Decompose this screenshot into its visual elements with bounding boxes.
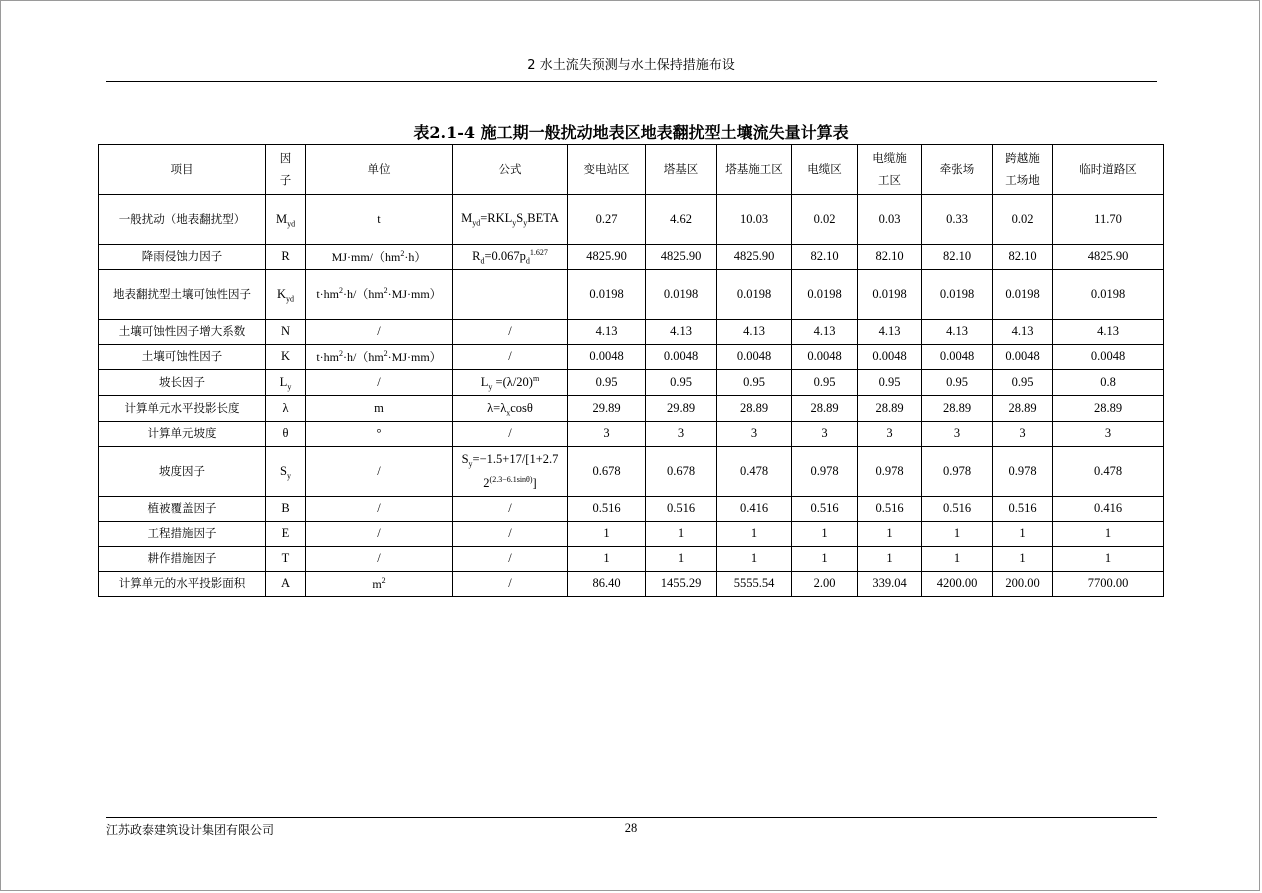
row-value: 0.95 (792, 370, 858, 396)
row-value: 28.89 (922, 396, 993, 422)
row-value: 0.0198 (922, 270, 993, 320)
row-value: 0.95 (858, 370, 922, 396)
row-value: 0.678 (568, 447, 646, 497)
row-formula: / (453, 522, 568, 547)
row-value: 1 (858, 547, 922, 572)
row-item-label: 一般扰动（地表翻扰型） (99, 195, 266, 245)
row-value: 0.27 (568, 195, 646, 245)
row-value: 1 (646, 522, 717, 547)
row-value: 4825.90 (646, 245, 717, 270)
row-value: 0.0048 (1053, 345, 1164, 370)
col-header-item: 项目 (99, 145, 266, 195)
row-value: 82.10 (858, 245, 922, 270)
row-unit: t (306, 195, 453, 245)
row-value: 0.0048 (568, 345, 646, 370)
row-value: 0.95 (717, 370, 792, 396)
row-value: 0.0048 (993, 345, 1053, 370)
row-value: 0.416 (1053, 497, 1164, 522)
row-item-label: 降雨侵蚀力因子 (99, 245, 266, 270)
row-value: 1455.29 (646, 572, 717, 597)
row-item-label: 坡度因子 (99, 447, 266, 497)
row-value: 0.978 (792, 447, 858, 497)
col-header-cable-construction: 电缆施工区 (858, 145, 922, 195)
row-value: 4.62 (646, 195, 717, 245)
col-header-formula: 公式 (453, 145, 568, 195)
table-row (99, 396, 1164, 422)
row-value: 0.516 (922, 497, 993, 522)
row-value: 4.13 (993, 320, 1053, 345)
row-value: 4825.90 (568, 245, 646, 270)
row-value: 3 (792, 422, 858, 447)
row-value: 0.0048 (792, 345, 858, 370)
row-value: 0.516 (646, 497, 717, 522)
row-value: 4.13 (922, 320, 993, 345)
row-item-label: 植被覆盖因子 (99, 497, 266, 522)
row-factor: A (266, 572, 306, 597)
row-value: 1 (1053, 547, 1164, 572)
col-header-tension-field: 牵张场 (922, 145, 993, 195)
row-value: 3 (922, 422, 993, 447)
row-formula: / (453, 422, 568, 447)
row-unit: ° (306, 422, 453, 447)
table-row (99, 497, 1164, 522)
footer-rule (106, 817, 1157, 818)
row-value: 1 (993, 547, 1053, 572)
row-value: 4.13 (858, 320, 922, 345)
row-factor: θ (266, 422, 306, 447)
table-header-row (99, 145, 1164, 195)
col-header-substation: 变电站区 (568, 145, 646, 195)
row-unit: / (306, 522, 453, 547)
row-factor: $M_{yd}$ (266, 195, 306, 245)
col-header-tower-construction: 塔基施工区 (717, 145, 792, 195)
row-value: 0.0198 (717, 270, 792, 320)
row-value: 1 (792, 547, 858, 572)
row-value: 0.03 (858, 195, 922, 245)
row-factor: λ (266, 396, 306, 422)
row-value: 11.70 (1053, 195, 1164, 245)
row-value: 3 (993, 422, 1053, 447)
row-value: 4825.90 (717, 245, 792, 270)
row-value: 82.10 (792, 245, 858, 270)
row-value: 0.978 (993, 447, 1053, 497)
row-formula: / (453, 547, 568, 572)
row-value: 0.0048 (717, 345, 792, 370)
row-value: 0.0198 (646, 270, 717, 320)
row-value: 0.0198 (568, 270, 646, 320)
row-value: 1 (568, 522, 646, 547)
row-factor: $K_{yd}$ (266, 270, 306, 320)
row-value: 0.516 (858, 497, 922, 522)
row-value: 1 (568, 547, 646, 572)
row-unit: $MJ\cdot mm/(hm^2\cdot h)$ (306, 245, 453, 270)
row-value: 2.00 (792, 572, 858, 597)
table-row (99, 245, 1164, 270)
row-value: 1 (922, 547, 993, 572)
row-unit: $t\cdot hm^2\cdot h/(hm^2\cdot MJ\cdot mm)$ (306, 345, 453, 370)
row-value: 4.13 (568, 320, 646, 345)
row-value: 29.89 (646, 396, 717, 422)
row-value: 28.89 (1053, 396, 1164, 422)
row-value: 29.89 (568, 396, 646, 422)
row-value: 0.516 (993, 497, 1053, 522)
row-value: 86.40 (568, 572, 646, 597)
row-factor: $L_y$ (266, 370, 306, 396)
row-value: 1 (717, 547, 792, 572)
row-value: 3 (717, 422, 792, 447)
row-value: 0.0048 (922, 345, 993, 370)
row-factor: $S_y$ (266, 447, 306, 497)
header-rule (106, 81, 1157, 82)
row-value: 4.13 (792, 320, 858, 345)
row-value: 0.978 (858, 447, 922, 497)
row-value: 5555.54 (717, 572, 792, 597)
row-unit: $m^2$ (306, 572, 453, 597)
col-header-unit: 单位 (306, 145, 453, 195)
row-value: 3 (646, 422, 717, 447)
row-value: 0.0048 (858, 345, 922, 370)
page-number: 28 (624, 821, 638, 835)
row-formula: $R_d=0.067p_d^{1.627}$ (453, 245, 568, 270)
row-value: 0.416 (717, 497, 792, 522)
row-unit: / (306, 370, 453, 396)
row-value: 4200.00 (922, 572, 993, 597)
row-value: 0.516 (792, 497, 858, 522)
table-row (99, 270, 1164, 320)
row-value: 1 (717, 522, 792, 547)
row-value: 0.478 (1053, 447, 1164, 497)
row-value: 3 (858, 422, 922, 447)
row-unit: $t\cdot hm^2\cdot h/(hm^2\cdot MJ\cdot mm)$ (306, 270, 453, 320)
row-value: 339.04 (858, 572, 922, 597)
row-item-label: 工程措施因子 (99, 522, 266, 547)
col-header-temp-road: 临时道路区 (1053, 145, 1164, 195)
row-formula: $\lambda=\lambda_x\cos\theta$ (453, 396, 568, 422)
row-value: 3 (1053, 422, 1164, 447)
table-title: 表2.1-4 施工期一般扰动地表区地表翻扰型土壤流失量计算表 (413, 123, 849, 142)
row-value: 82.10 (922, 245, 993, 270)
table-row (99, 572, 1164, 597)
row-formula: / (453, 572, 568, 597)
row-item-label: 地表翻扰型土壤可蚀性因子 (99, 270, 266, 320)
row-value: 7700.00 (1053, 572, 1164, 597)
row-factor: E (266, 522, 306, 547)
row-value: 0.516 (568, 497, 646, 522)
row-value: 200.00 (993, 572, 1053, 597)
footer-company: 江苏政泰建筑设计集团有限公司 (106, 823, 275, 837)
row-value: 1 (993, 522, 1053, 547)
col-header-crossing-site: 跨越施工场地 (993, 145, 1053, 195)
row-value: 0.0198 (792, 270, 858, 320)
col-header-tower-base: 塔基区 (646, 145, 717, 195)
row-value: 0.02 (792, 195, 858, 245)
row-value: 28.89 (792, 396, 858, 422)
row-unit: / (306, 320, 453, 345)
row-value: 0.95 (646, 370, 717, 396)
col-header-factor: 因子 (266, 145, 306, 195)
row-factor: K (266, 345, 306, 370)
row-item-label: 坡长因子 (99, 370, 266, 396)
row-formula: $S_y=-1.5+17/[1+2.72^{(2.3-6.1sin\theta)}]$ (453, 447, 568, 497)
row-item-label: 土壤可蚀性因子增大系数 (99, 320, 266, 345)
row-unit: / (306, 547, 453, 572)
soil-loss-table (98, 144, 1164, 597)
row-value: 1 (646, 547, 717, 572)
row-value: 0.478 (717, 447, 792, 497)
table-row (99, 320, 1164, 345)
col-header-cable: 电缆区 (792, 145, 858, 195)
row-value: 4825.90 (1053, 245, 1164, 270)
row-formula: $L_y =(\lambda/20)^m$ (453, 370, 568, 396)
row-value: 3 (568, 422, 646, 447)
row-value: 0.0198 (858, 270, 922, 320)
row-item-label: 计算单元水平投影长度 (99, 396, 266, 422)
row-value: 82.10 (993, 245, 1053, 270)
row-item-label: 土壤可蚀性因子 (99, 345, 266, 370)
row-value: 28.89 (858, 396, 922, 422)
row-value: 0.978 (922, 447, 993, 497)
row-value: 0.95 (568, 370, 646, 396)
table-row (99, 547, 1164, 572)
row-value: 0.0198 (993, 270, 1053, 320)
row-value: 1 (922, 522, 993, 547)
row-factor: N (266, 320, 306, 345)
row-unit: m (306, 396, 453, 422)
row-formula: / (453, 497, 568, 522)
row-value: 0.33 (922, 195, 993, 245)
row-value: 0.0198 (1053, 270, 1164, 320)
row-unit: / (306, 447, 453, 497)
row-unit: / (306, 497, 453, 522)
row-value: 0.8 (1053, 370, 1164, 396)
row-factor: B (266, 497, 306, 522)
row-factor: T (266, 547, 306, 572)
row-value: 28.89 (717, 396, 792, 422)
row-value: 1 (858, 522, 922, 547)
row-formula: $M_{yd}=RKL_yS_yBETA$ (453, 195, 568, 245)
row-value: 10.03 (717, 195, 792, 245)
row-value: 4.13 (717, 320, 792, 345)
row-value: 1 (792, 522, 858, 547)
table-row (99, 447, 1164, 497)
row-item-label: 计算单元的水平投影面积 (99, 572, 266, 597)
row-value: 0.95 (993, 370, 1053, 396)
row-value: 0.0048 (646, 345, 717, 370)
table-row (99, 522, 1164, 547)
row-value: 4.13 (646, 320, 717, 345)
row-factor: R (266, 245, 306, 270)
row-value: 28.89 (993, 396, 1053, 422)
row-value: 1 (1053, 522, 1164, 547)
row-value: 0.678 (646, 447, 717, 497)
row-value: 0.02 (993, 195, 1053, 245)
row-formula: / (453, 345, 568, 370)
table-row (99, 370, 1164, 396)
row-value: 4.13 (1053, 320, 1164, 345)
row-formula (453, 270, 568, 320)
table-row (99, 195, 1164, 245)
chapter-header: 2 水土流失预测与水土保持措施布设 (527, 58, 735, 73)
row-item-label: 计算单元坡度 (99, 422, 266, 447)
row-value: 0.95 (922, 370, 993, 396)
table-row (99, 345, 1164, 370)
row-formula: / (453, 320, 568, 345)
table-row (99, 422, 1164, 447)
row-item-label: 耕作措施因子 (99, 547, 266, 572)
